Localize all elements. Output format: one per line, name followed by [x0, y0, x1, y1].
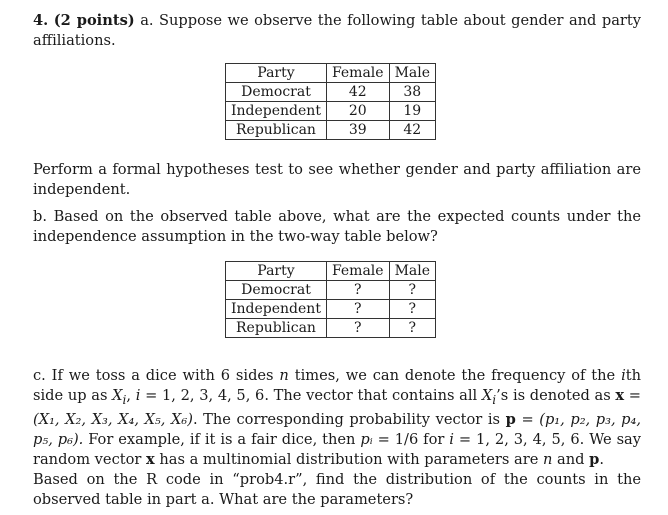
math-vec-x: x — [615, 387, 625, 404]
cell-male: ? — [389, 319, 435, 338]
math-n: n — [279, 367, 289, 384]
header-male: Male — [389, 262, 435, 281]
part-c-text: . — [599, 450, 604, 468]
math-i: i — [621, 367, 626, 384]
table-header-row — [226, 64, 436, 83]
part-c-text: c. If we toss a dice with 6 sides — [33, 367, 274, 384]
part-c-text: = 1/6 for — [377, 430, 445, 448]
table-header-row — [226, 262, 436, 281]
math-p-i: pᵢ — [360, 430, 373, 448]
math-i: i — [449, 430, 454, 448]
header-male: Male — [389, 64, 435, 83]
part-c-paragraph — [33, 366, 641, 470]
question-header — [33, 11, 641, 51]
header-party: Party — [226, 64, 327, 83]
table-row — [226, 300, 436, 319]
row-label: Democrat — [226, 281, 327, 300]
part-c-text: and — [557, 450, 585, 468]
part-a-intro: a. Suppose we observe the following table about gender and party affiliations. — [33, 12, 642, 49]
row-label: Republican — [226, 121, 327, 140]
row-label: Republican — [226, 319, 327, 338]
observed-table — [225, 63, 436, 140]
part-c-text: For example, if it is a fair dice, then — [88, 430, 356, 448]
row-label: Democrat — [226, 83, 327, 102]
math-x: X — [481, 387, 493, 404]
math-p-vector: = (p₁, p₂, p₃, p₄, p₅, p₆). — [33, 410, 642, 448]
part-c-text: , — [126, 387, 132, 404]
math-vec-p: p — [589, 450, 600, 468]
math-i: i — [135, 387, 141, 404]
cell-female: 39 — [326, 121, 389, 140]
cell-male: 38 — [389, 83, 435, 102]
math-n: n — [542, 450, 553, 468]
math-vec-p: p — [505, 410, 516, 428]
math-sub-i: i — [492, 392, 497, 407]
part-a-task: Perform a formal hypotheses test to see whether gender and party affiliation are independent. — [33, 161, 641, 198]
expected-table — [225, 261, 436, 338]
part-c-text: times, we can denote the frequency of the — [294, 367, 616, 384]
part-c-text: = 1, 2, 3, 4, 5, 6. The vector that contains all — [145, 387, 478, 404]
cell-female: 20 — [326, 102, 389, 121]
row-label: Independent — [226, 300, 327, 319]
math-sub-i: i — [122, 392, 127, 407]
math-x: X — [112, 387, 123, 404]
cell-male: ? — [389, 281, 435, 300]
cell-female: ? — [326, 300, 389, 319]
math-x-vector: (X₁, X₂, X₃, X₄, X₅, X₆) — [33, 410, 193, 428]
cell-female: ? — [326, 319, 389, 338]
math-vec-x: x — [146, 450, 155, 468]
header-party: Party — [226, 262, 327, 281]
header-female: Female — [326, 64, 389, 83]
part-c-text: ’s is denoted as — [496, 387, 611, 404]
table-row — [226, 319, 436, 338]
header-female: Female — [326, 262, 389, 281]
part-c-text: th — [625, 367, 642, 384]
row-label: Independent — [226, 102, 327, 121]
part-c-text: . The corresponding probability vector is — [192, 410, 501, 428]
part-c-text: = 1, 2, 3, 4, 5, 6. We say random vector — [33, 430, 642, 468]
cell-male: 42 — [389, 121, 435, 140]
table-row — [226, 281, 436, 300]
cell-male: ? — [389, 300, 435, 319]
part-c-text: = — [628, 387, 641, 404]
question-number: 4. — [33, 12, 49, 29]
cell-female: ? — [326, 281, 389, 300]
table-row — [226, 121, 436, 140]
final-question: Based on the R code in “prob4.r”, find the distribution of the counts in the observed table in part a. What are the parameters? — [33, 471, 641, 508]
cell-female: 42 — [326, 83, 389, 102]
table-row — [226, 83, 436, 102]
question-points: (2 points) — [53, 12, 135, 29]
cell-male: 19 — [389, 102, 435, 121]
table-row — [226, 102, 436, 121]
part-c-text: side up as — [33, 387, 108, 404]
part-b-question: b. Based on the observed table above, what are the expected counts under the independence assumption in the two-way table below? — [33, 208, 641, 245]
part-c-text: has a multinomial distribution with parameters are — [159, 450, 539, 468]
